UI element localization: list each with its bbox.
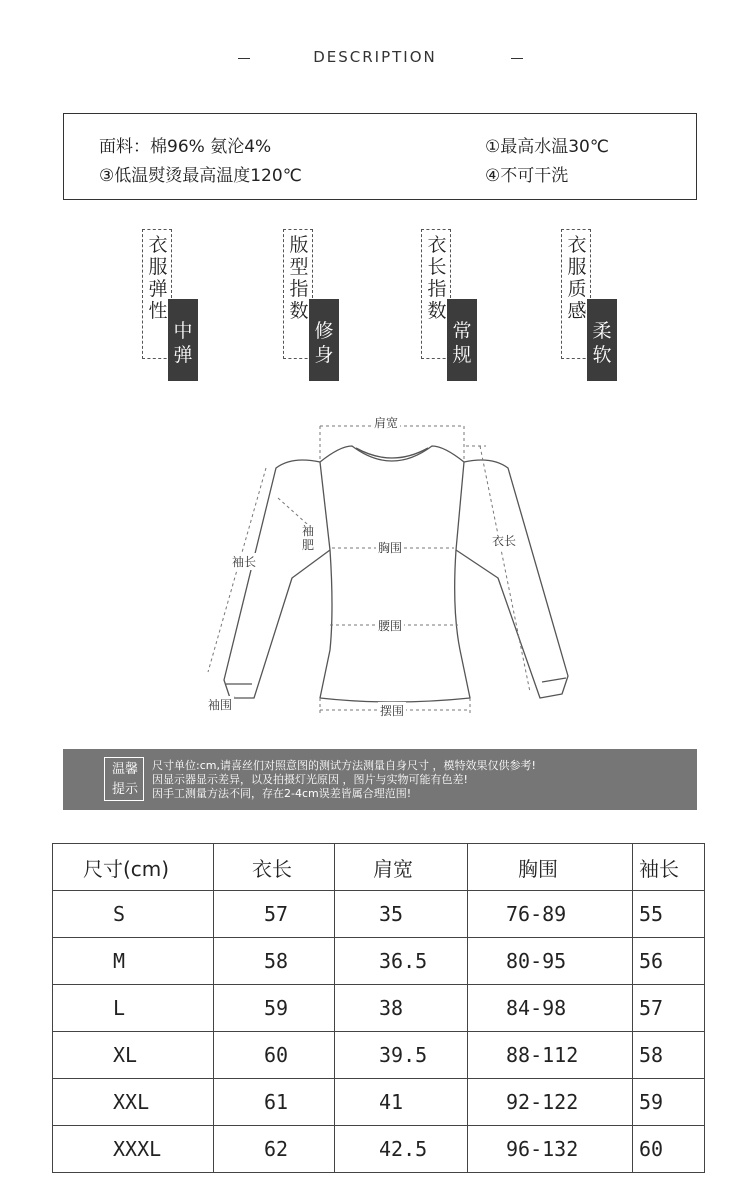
attribute-label: 衣服弹性 <box>148 234 168 322</box>
label-shoulder-width: 肩宽 <box>374 416 399 430</box>
cell-chest: 84-98 <box>468 985 633 1032</box>
tips-tag-top: 温馨 <box>111 762 138 777</box>
care-no-dry-clean: ④不可干洗 <box>485 166 569 186</box>
measurement-diagram <box>180 410 600 730</box>
cell-sleeve: 57 <box>633 985 705 1032</box>
cell-chest: 76-89 <box>468 891 633 938</box>
cell-size: XXL <box>53 1079 214 1126</box>
cell-chest: 80-95 <box>468 938 633 985</box>
table-row <box>53 1079 705 1126</box>
cell-size: XXXL <box>53 1126 214 1173</box>
cell-sleeve: 58 <box>633 1032 705 1079</box>
header-length: 衣长 <box>214 844 335 891</box>
cell-size: S <box>53 891 214 938</box>
fabric-care-box <box>63 113 697 200</box>
attribute-value: 修身 <box>314 320 334 366</box>
cell-shoulder: 42.5 <box>335 1126 468 1173</box>
size-table <box>52 843 705 1173</box>
table-row <box>53 938 705 985</box>
attribute-label: 衣长指数 <box>427 234 447 322</box>
attribute-value: 柔软 <box>592 320 612 366</box>
cell-sleeve: 55 <box>633 891 705 938</box>
table-row <box>53 1032 705 1079</box>
header-size: 尺寸(cm) <box>53 844 214 891</box>
label-waist: 腰围 <box>378 619 403 633</box>
fabric-material: 面料：棉96% 氨沦4% <box>99 137 272 157</box>
label-hem: 摆围 <box>380 704 405 718</box>
header-chest: 胸围 <box>468 844 633 891</box>
table-row <box>53 985 705 1032</box>
cell-length: 61 <box>214 1079 335 1126</box>
attribute-value-badge <box>587 299 617 381</box>
header-sleeve: 袖长 <box>633 844 705 891</box>
cell-length: 58 <box>214 938 335 985</box>
attribute-value: 中弹 <box>173 320 193 366</box>
section-title: DESCRIPTION <box>313 48 437 66</box>
label-chest: 胸围 <box>378 541 403 555</box>
header-dash-right <box>511 58 523 59</box>
tips-line-1: 尺寸单位:cm,请喜丝们对照意图的测试方法测量自身尺寸 ，模特效果仅供参考! <box>152 759 536 772</box>
shirt-outline-illustration <box>180 410 600 730</box>
care-iron: ③低温熨烫最高温度120℃ <box>99 166 302 186</box>
cell-length: 60 <box>214 1032 335 1079</box>
cell-size: M <box>53 938 214 985</box>
cell-shoulder: 36.5 <box>335 938 468 985</box>
cell-sleeve: 60 <box>633 1126 705 1173</box>
cell-shoulder: 38 <box>335 985 468 1032</box>
table-row <box>53 1126 705 1173</box>
tips-line-3: 因手工测量方法不同，存在2-4cm误差皆属合理范围! <box>152 787 412 800</box>
tips-banner <box>63 749 697 810</box>
label-cuff: 袖围 <box>208 698 233 712</box>
cell-shoulder: 41 <box>335 1079 468 1126</box>
attribute-length <box>421 229 491 384</box>
cell-chest: 96-132 <box>468 1126 633 1173</box>
tips-tag <box>104 757 144 801</box>
attribute-texture <box>561 229 631 384</box>
label-sleeve-width: 袖肥 <box>300 524 318 552</box>
cell-size: L <box>53 985 214 1032</box>
attribute-value: 常规 <box>452 320 472 366</box>
cell-shoulder: 39.5 <box>335 1032 468 1079</box>
cell-chest: 88-112 <box>468 1032 633 1079</box>
cell-shoulder: 35 <box>335 891 468 938</box>
label-sleeve-length: 袖长 <box>232 555 257 569</box>
attribute-label: 衣服质感 <box>567 234 587 322</box>
cell-length: 57 <box>214 891 335 938</box>
header-shoulder: 肩宽 <box>335 844 468 891</box>
table-header-row <box>53 844 705 891</box>
cell-sleeve: 56 <box>633 938 705 985</box>
attribute-value-badge <box>447 299 477 381</box>
tips-tag-bottom: 提示 <box>111 782 138 797</box>
care-water-temp: ①最高水温30℃ <box>485 137 609 157</box>
cell-chest: 92-122 <box>468 1079 633 1126</box>
table-row <box>53 891 705 938</box>
attribute-fit <box>283 229 353 384</box>
attribute-label: 版型指数 <box>289 234 309 322</box>
cell-sleeve: 59 <box>633 1079 705 1126</box>
attribute-value-badge <box>168 299 198 381</box>
label-body-length: 衣长 <box>492 534 517 548</box>
attribute-elasticity <box>142 229 212 384</box>
cell-length: 62 <box>214 1126 335 1173</box>
section-header <box>0 46 750 72</box>
tips-line-2: 因显示器显示差异，以及拍摄灯光原因 ，图片与实物可能有色差! <box>152 773 468 786</box>
cell-length: 59 <box>214 985 335 1032</box>
cell-size: XL <box>53 1032 214 1079</box>
attribute-value-badge <box>309 299 339 381</box>
